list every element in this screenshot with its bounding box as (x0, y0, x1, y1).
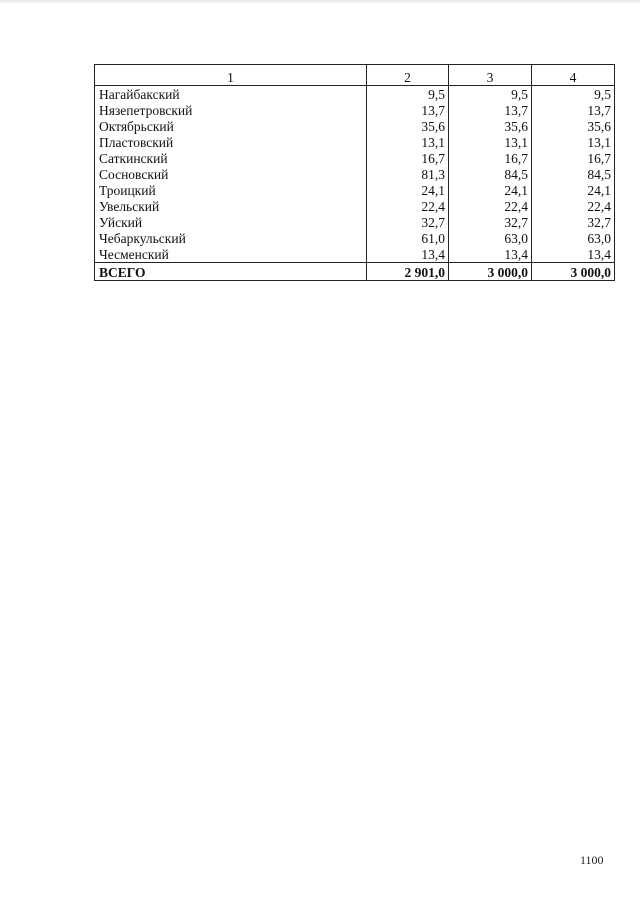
column-header-3: 3 (449, 65, 532, 86)
value-col-3: 13,1 (449, 134, 532, 150)
value-col-2: 81,3 (367, 166, 449, 182)
table-row (95, 86, 615, 103)
value-col-2: 61,0 (367, 230, 449, 246)
value-col-3: 84,5 (449, 166, 532, 182)
district-name: Увельский (95, 198, 367, 214)
value-col-2: 16,7 (367, 150, 449, 166)
value-col-3: 24,1 (449, 182, 532, 198)
table-row (95, 150, 615, 166)
page-number: 1100 (580, 853, 604, 867)
column-header-4: 4 (532, 65, 615, 86)
value-col-4: 22,4 (532, 198, 615, 214)
table-row (95, 198, 615, 214)
total-label: ВСЕГО (95, 263, 367, 281)
value-col-3: 35,6 (449, 118, 532, 134)
district-name: Нязепетровский (95, 102, 367, 118)
value-col-2: 13,4 (367, 246, 449, 263)
value-col-2: 13,7 (367, 102, 449, 118)
table-row (95, 230, 615, 246)
value-col-2: 24,1 (367, 182, 449, 198)
total-col-3: 3 000,0 (449, 263, 532, 281)
scan-top-edge (0, 0, 640, 4)
value-col-4: 84,5 (532, 166, 615, 182)
value-col-4: 24,1 (532, 182, 615, 198)
value-col-2: 35,6 (367, 118, 449, 134)
data-table (94, 64, 615, 281)
district-name: Чебаркульский (95, 230, 367, 246)
table-row (95, 118, 615, 134)
value-col-4: 13,4 (532, 246, 615, 263)
column-header-2: 2 (367, 65, 449, 86)
total-col-4: 3 000,0 (532, 263, 615, 281)
total-col-2: 2 901,0 (367, 263, 449, 281)
value-col-2: 9,5 (367, 86, 449, 103)
value-col-3: 22,4 (449, 198, 532, 214)
table-row (95, 134, 615, 150)
district-name: Троицкий (95, 182, 367, 198)
table-row (95, 214, 615, 230)
value-col-4: 13,7 (532, 102, 615, 118)
value-col-4: 32,7 (532, 214, 615, 230)
value-col-4: 16,7 (532, 150, 615, 166)
district-name: Саткинский (95, 150, 367, 166)
value-col-3: 32,7 (449, 214, 532, 230)
table-total-row (95, 263, 615, 281)
value-col-3: 13,7 (449, 102, 532, 118)
value-col-3: 13,4 (449, 246, 532, 263)
value-col-3: 9,5 (449, 86, 532, 103)
value-col-4: 9,5 (532, 86, 615, 103)
value-col-4: 13,1 (532, 134, 615, 150)
district-name: Чесменский (95, 246, 367, 263)
table-row (95, 166, 615, 182)
table-row (95, 182, 615, 198)
table-row (95, 246, 615, 263)
district-name: Октябрьский (95, 118, 367, 134)
value-col-4: 63,0 (532, 230, 615, 246)
column-header-1: 1 (95, 65, 367, 86)
value-col-4: 35,6 (532, 118, 615, 134)
district-name: Пластовский (95, 134, 367, 150)
value-col-2: 22,4 (367, 198, 449, 214)
district-name: Сосновский (95, 166, 367, 182)
value-col-2: 13,1 (367, 134, 449, 150)
table-row (95, 102, 615, 118)
table-header-row (95, 65, 615, 86)
value-col-2: 32,7 (367, 214, 449, 230)
value-col-3: 16,7 (449, 150, 532, 166)
district-name: Уйский (95, 214, 367, 230)
district-name: Нагайбакский (95, 86, 367, 103)
value-col-3: 63,0 (449, 230, 532, 246)
